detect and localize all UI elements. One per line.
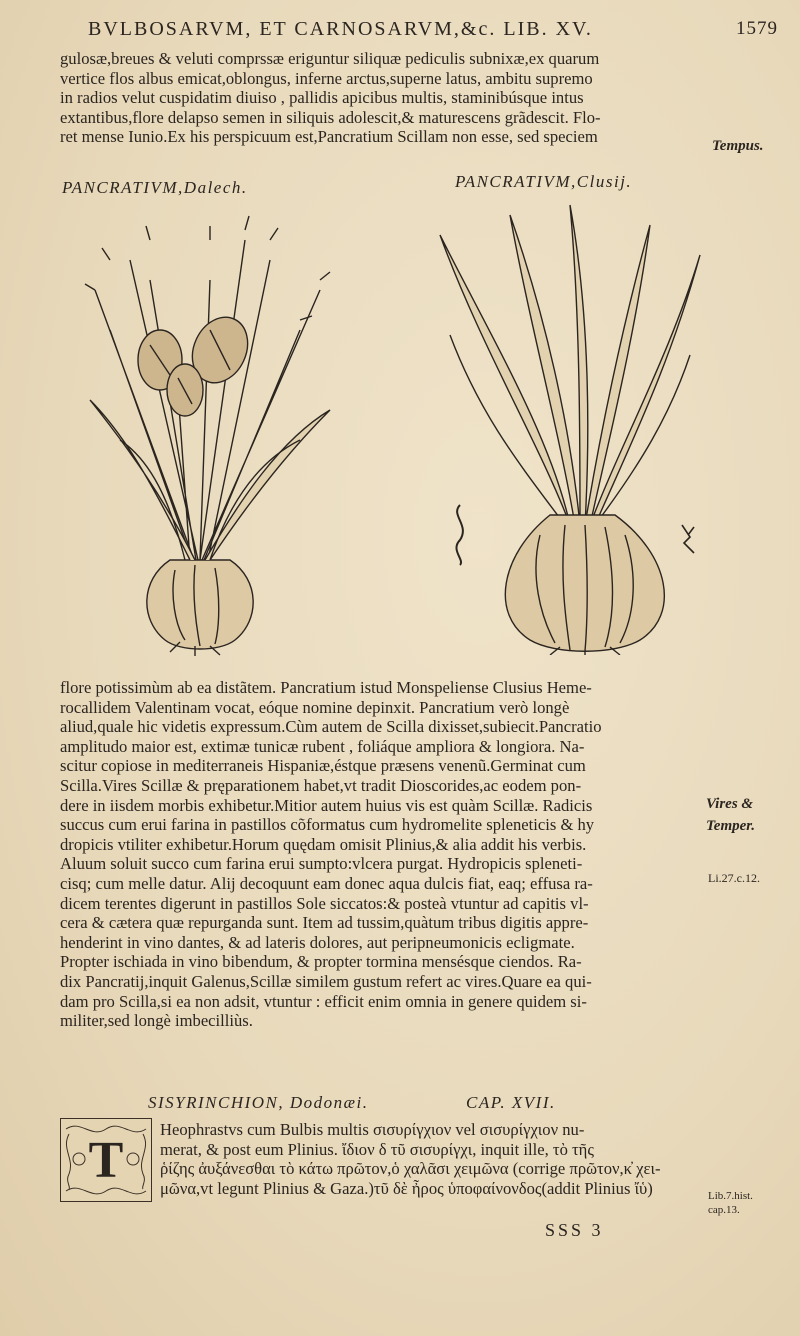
text-line: rocallidem Valentinam vocat, eóque nomine depinxit. Pancratium verò longè [60,697,570,717]
text-line: dropicis vtiliter exhibetur.Horum quędam omisit Plinius,& alia addit his verbis. [60,834,587,854]
text-line: ret mense Iunio.Ex his perspicuum est,Pancratium Scillam non esse, sed speciem [60,127,598,147]
text-line: vertice flos albus emicat,oblongus, inferne arctus,superne latus, ambitu supremo [60,68,593,88]
margin-note-vires: Vires & [706,796,754,812]
pancratium-clusii-woodcut [420,195,720,655]
text-line: extantibus,flore delapso semen in siliquis adolescit,& maturescens grãdescit. Flo- [60,107,601,127]
margin-reference-line: cap.13. [708,1204,740,1216]
text-line: merat, & post eum Plinius. ἴδιον δ τῦ σισυρίγχι, inquit ille, τὸ τῆς [160,1139,594,1159]
pancratium-dalech-woodcut [70,200,370,660]
text-line: cera & cætera quæ repurganda sunt. Item ad tussim,quàtum tribus digitis appre- [60,913,589,933]
text-line: amplitudo maior est, extimæ tunicæ rubent , foliáque ampliora & longiora. Na- [60,736,585,756]
text-line: Heophrastvs cum Bulbis multis σισυρίγχιον vel σισυρίγχιον nu- [160,1120,585,1139]
margin-note-temper: Temper. [706,818,756,834]
text-line: militer,sed longè imbecilliùs. [60,1011,253,1031]
running-title: BVLBOSARVM, ET CARNOSARVM,&c. LIB. XV. [88,18,593,40]
text-line: Aluum soluit succo cum farina erui sumpto:vlcera purgat. Hydropicis spleneti- [60,854,583,874]
text-line: scitur copiose in mediterraneis Hispaniæ,éstque præsens venenũ.Germinat cum [60,756,586,776]
text-line: gulosæ,breues & veluti comprssæ eriguntur siliquæ pediculis subnixæ,ex quarum [60,49,600,68]
text-line: ῥίζης ἀυξάνεσθαι τὸ κάτω πρῶτον,ὁ χαλᾶσι χειμῶνα (corrige πρῶτον,κ̓ χει- [160,1159,661,1179]
top-paragraph [60,49,710,147]
chapter-heading [148,1093,748,1115]
margin-reference-line: Lib.7.hist. [708,1190,753,1202]
text-line: aliud,quale hic videtis expressum.Cùm autem de Scilla dixisset,subiecit.Pancratio [60,717,602,737]
body-paragraph [60,678,720,1031]
text-line: in radios velut cuspidatim diuiso , pallidis apicibus multis, staminibúsque intus [60,88,584,108]
figure-caption-left: PANCRATIVM,Dalech. [62,178,248,197]
initial-letter: T [88,1131,124,1189]
text-line: dam pro Scilla,si ea non adsit, vtuntur : efficit enim omnia in genere quidem si- [60,991,587,1011]
figure-caption-right: PANCRATIVM,Clusij. [455,172,633,191]
text-line: dere in iisdem morbis exhibetur.Mitior autem huius vis est quàm Scillæ. Radicis [60,795,593,815]
decorated-initial [60,1118,152,1202]
text-line: henderint in vino dantes, & ad lateris dolores, aut peripneumonicis ecligmate. [60,932,575,952]
page-number: 1579 [736,18,778,39]
text-line: succus cum erui farina in pastillos cõformatus cum hydromelite spleneticis & hy [60,815,595,835]
page-header [88,18,778,46]
text-line: dicem terentes digerunt in pastillos Sole siccatos:& posteà vtuntur ad capitis vl- [60,893,589,913]
margin-reference: Li.27.c.12. [708,871,760,885]
text-line: flore potissimùm ab ea distãtem. Pancratium istud Monspeliense Clusius Heme- [60,678,592,697]
chapter-paragraph [160,1120,700,1198]
chapter-title: SISYRINCHION, Dodonæi. [148,1093,369,1112]
text-line: Propter ischiada in vino bibendum, & propter tormina mensésque ciendos. Ra- [60,952,582,972]
text-line: dix Pancratij,inquit Galenus,Scillæ similem gustum refert ac vires.Quare ea qui- [60,971,592,991]
chapter-number: CAP. XVII. [466,1093,556,1112]
margin-note-tempus: Tempus. [712,138,764,154]
text-line: Scilla.Vires Scillæ & pręparationem habet,vt tradit Dioscorides,ac eodem pon- [60,775,582,795]
catchword-signature: SSS 3 [545,1220,604,1240]
text-line: μῶνα,vt legunt Plinius & Gaza.)τῦ δὲ ἦρος ὑποφαίνονδος(addit Plinius ἴὑ) [160,1178,653,1198]
text-line: cisq; cum melle datur. Alij decoquunt eam donec aqua dulcis fiat, eaq; effusa ra- [60,873,593,893]
